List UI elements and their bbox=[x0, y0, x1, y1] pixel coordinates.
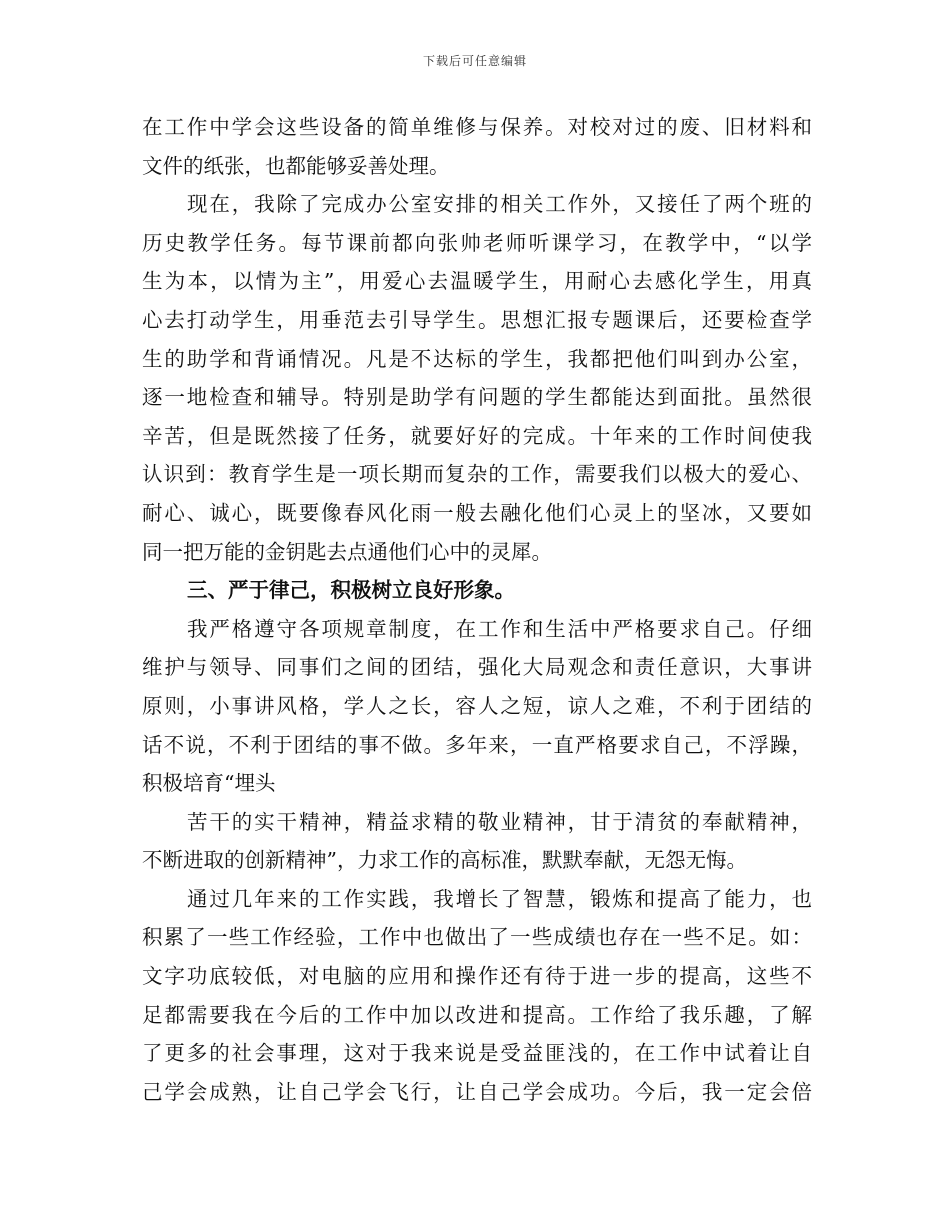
text-line: 原则，小事讲风格，学人之长，容人之短，谅人之难，不利于团结的 bbox=[142, 693, 812, 718]
text-line: 逐一地检查和辅导。特别是助学有问题的学生都能达到面批。虽然很 bbox=[142, 385, 812, 410]
text-line: 辛苦，但是既然接了任务，就要好好的完成。十年来的工作时间使我 bbox=[142, 423, 812, 448]
text-line: 积累了一些工作经验，工作中也做出了一些成绩也存在一些不足。如： bbox=[142, 925, 812, 950]
text-line: 己学会成熟，让自己学会飞行，让自己学会成功。今后，我一定会倍 bbox=[142, 1079, 812, 1104]
text-line: 了更多的社会事理，这对于我来说是受益匪浅的，在工作中试着让自 bbox=[142, 1041, 812, 1066]
text-line: 文字功底较低，对电脑的应用和操作还有待于进一步的提高，这些不 bbox=[142, 964, 812, 989]
page-header: 下载后可任意编辑 bbox=[422, 54, 527, 68]
text-line: 通过几年来的工作实践，我增长了智慧，锻炼和提高了能力，也 bbox=[187, 886, 812, 911]
text-line: 我严格遵守各项规章制度，在工作和生活中严格要求自己。仔细 bbox=[187, 616, 812, 641]
text-line: 文件的纸张，也都能够妥善处理。 bbox=[142, 153, 450, 178]
document-body bbox=[142, 108, 812, 1111]
text-line: 认识到：教育学生是一项长期而复杂的工作，需要我们以极大的爱心、 bbox=[142, 462, 812, 487]
text-line: 足都需要我在今后的工作中加以改进和提高。工作给了我乐趣，了解 bbox=[142, 1002, 812, 1027]
text-line: 不断进取的创新精神”，力求工作的高标准，默默奉献，无怨无悔。 bbox=[142, 848, 747, 873]
text-line: 生的助学和背诵情况。凡是不达标的学生，我都把他们叫到办公室， bbox=[142, 346, 812, 371]
text-line: 现在，我除了完成办公室安排的相关工作外，又接任了两个班的 bbox=[187, 192, 812, 217]
text-line: 同一把万能的金钥匙去点通他们心中的灵犀。 bbox=[142, 539, 552, 564]
text-line: 心去打动学生，用垂范去引导学生。思想汇报专题课后，还要检查学 bbox=[142, 307, 812, 332]
text-line: 耐心、诚心，既要像春风化雨一般去融化他们心灵上的坚冰，又要如 bbox=[142, 500, 812, 525]
text-line: 话不说，不利于团结的事不做。多年来，一直严格要求自己，不浮躁， bbox=[142, 732, 812, 757]
text-line: 维护与领导、同事们之间的团结，强化大局观念和责任意识，大事讲 bbox=[142, 655, 812, 680]
section-heading: 三、严于律己，积极树立良好形象。 bbox=[187, 578, 515, 603]
text-line: 苦干的实干精神，精益求精的敬业精神，甘于清贫的奉献精神， bbox=[187, 809, 812, 834]
text-line: 生为本，以情为主”，用爱心去温暖学生，用耐心去感化学生，用真 bbox=[142, 269, 812, 294]
text-line: 在工作中学会这些设备的简单维修与保养。对校对过的废、旧材料和 bbox=[142, 115, 812, 139]
text-line: 历史教学任务。每节课前都向张帅老师听课学习，在教学中，“以学 bbox=[142, 230, 812, 255]
text-line: 积极培育“埋头 bbox=[142, 771, 276, 796]
